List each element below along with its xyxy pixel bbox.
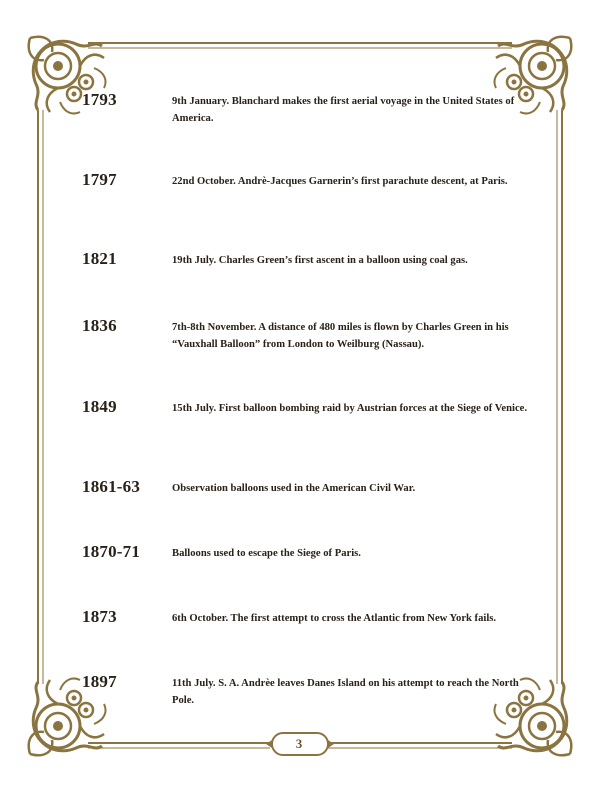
entry-year: 1836 — [82, 316, 117, 335]
entry-description: 9th January. Blanchard makes the first aerial voyage in the United States of America. — [172, 96, 515, 124]
entry-year: 1793 — [82, 90, 117, 109]
entry-description: 11th July. S. A. Andrèe leaves Danes Island on his attempt to reach the North Pole. — [172, 678, 519, 706]
entry-description: Observation balloons used in the American Civil War. — [172, 483, 416, 494]
entry-year: 1861-63 — [82, 477, 141, 496]
entry-year: 1897 — [82, 672, 117, 691]
entry-year: 1797 — [82, 170, 117, 189]
entry-description: 22nd October. Andrè-Jacques Garnerin’s first parachute descent, at Paris. — [172, 176, 508, 187]
entry-year: 1870-71 — [82, 542, 141, 561]
entry-description: 7th-8th November. A distance of 480 miles is flown by Charles Green in his “Vauxhall Balloon” from London to Weilburg (Nassau). — [172, 322, 509, 350]
entry-year: 1849 — [82, 397, 117, 416]
entry-description: 6th October. The first attempt to cross the Atlantic from New York fails. — [172, 613, 497, 624]
entry-description: 15th July. First balloon bombing raid by Austrian forces at the Siege of Venice. — [172, 403, 528, 414]
page-number: 3 — [295, 736, 303, 751]
entry-year: 1821 — [82, 249, 117, 268]
entry-description: Balloons used to escape the Siege of Paris. — [172, 548, 361, 559]
entry-year: 1873 — [82, 607, 117, 626]
entry-description: 19th July. Charles Green’s first ascent in a balloon using coal gas. — [172, 255, 468, 266]
